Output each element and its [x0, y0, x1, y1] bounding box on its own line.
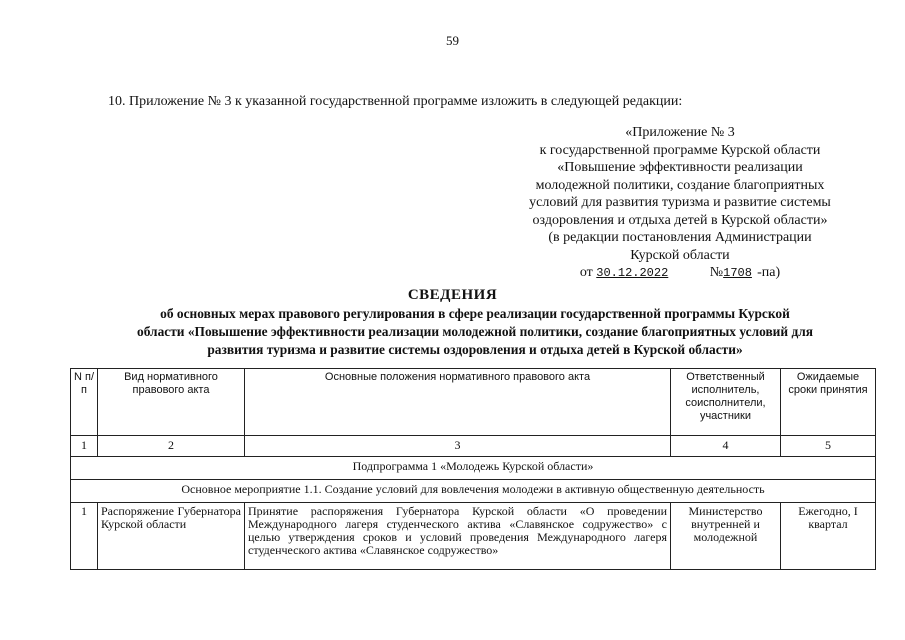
measures-table — [70, 368, 876, 570]
appendix-line: «Повышение эффективности реализации — [557, 160, 803, 175]
header-terms: Ожидаемые сроки принятия — [781, 369, 876, 436]
subtitle-line: об основных мерах правового регулирования в сфере реализации государственной программы Курской — [160, 306, 790, 321]
number-suffix: -па) — [757, 265, 781, 280]
appendix-line: молодежной политики, создание благоприятных — [535, 177, 825, 193]
decree-number: 1708 — [723, 266, 752, 280]
appendix-line: (в редакции постановления Администрации — [548, 230, 812, 245]
column-number: 2 — [98, 436, 245, 457]
row-number: 1 — [71, 503, 98, 570]
number-prefix: № — [709, 265, 724, 280]
header-type: Вид нормативного правового акта — [98, 369, 245, 436]
subtitle-line: развития туризма и развитие системы оздоровления и отдыха детей в Курской области» — [207, 342, 743, 357]
row-provisions: Принятие распоряжения Губернатора Курской области «О проведении Международного лагеря студенческого актива «Славянское содружество» с целью утверждения сроков и условий проведения Международного лагеря студенческого актива «Славянское содружество» — [245, 503, 671, 570]
column-number: 3 — [245, 436, 671, 457]
main-activity-title: Основное мероприятие 1.1. Создание условий для вовлечения молодежи в активную общественную деятельность — [71, 480, 876, 503]
column-number: 4 — [671, 436, 781, 457]
page-number: 59 — [446, 33, 459, 48]
table-header-row — [71, 369, 876, 436]
subprogram-title: Подпрограмма 1 «Молодежь Курской области» — [71, 457, 876, 480]
appendix-line: оздоровления и отдыха детей в Курской области» — [532, 212, 828, 228]
header-n: N п/п — [71, 369, 98, 436]
document-title: СВЕДЕНИЯ — [407, 287, 498, 303]
row-terms: Ежегодно, I квартал — [781, 503, 876, 570]
appendix-line: к государственной программе Курской области — [539, 142, 821, 158]
decree-date: 30.12.2022 — [596, 266, 669, 280]
main-activity-row — [71, 480, 876, 503]
header-executor: Ответственный исполнитель, соисполнители, участники — [671, 369, 781, 436]
appendix-line: условий для развития туризма и развитие системы — [529, 195, 831, 210]
appendix-line: «Приложение № 3 — [625, 125, 735, 140]
subprogram-row — [71, 457, 876, 480]
row-executor: Министерство внутренней и молодежной — [671, 503, 781, 570]
column-number: 5 — [781, 436, 876, 457]
appendix-date-line — [505, 264, 855, 283]
header-provisions: Основные положения нормативного правового акта — [245, 369, 671, 436]
appendix-block — [505, 124, 855, 283]
column-number: 1 — [71, 436, 98, 457]
intro-paragraph: 10. Приложение № 3 к указанной государственной программе изложить в следующей редакции: — [108, 94, 683, 109]
table-row — [71, 503, 876, 570]
subtitle-line: области «Повышение эффективности реализации молодежной политики, создание благоприятных условий для — [137, 324, 813, 339]
from-prefix: от — [579, 265, 593, 280]
row-act-type: Распоряжение Губернатора Курской области — [98, 503, 245, 570]
column-number-row — [71, 436, 876, 457]
document-subtitle — [60, 305, 890, 359]
appendix-line: Курской области — [630, 247, 730, 263]
